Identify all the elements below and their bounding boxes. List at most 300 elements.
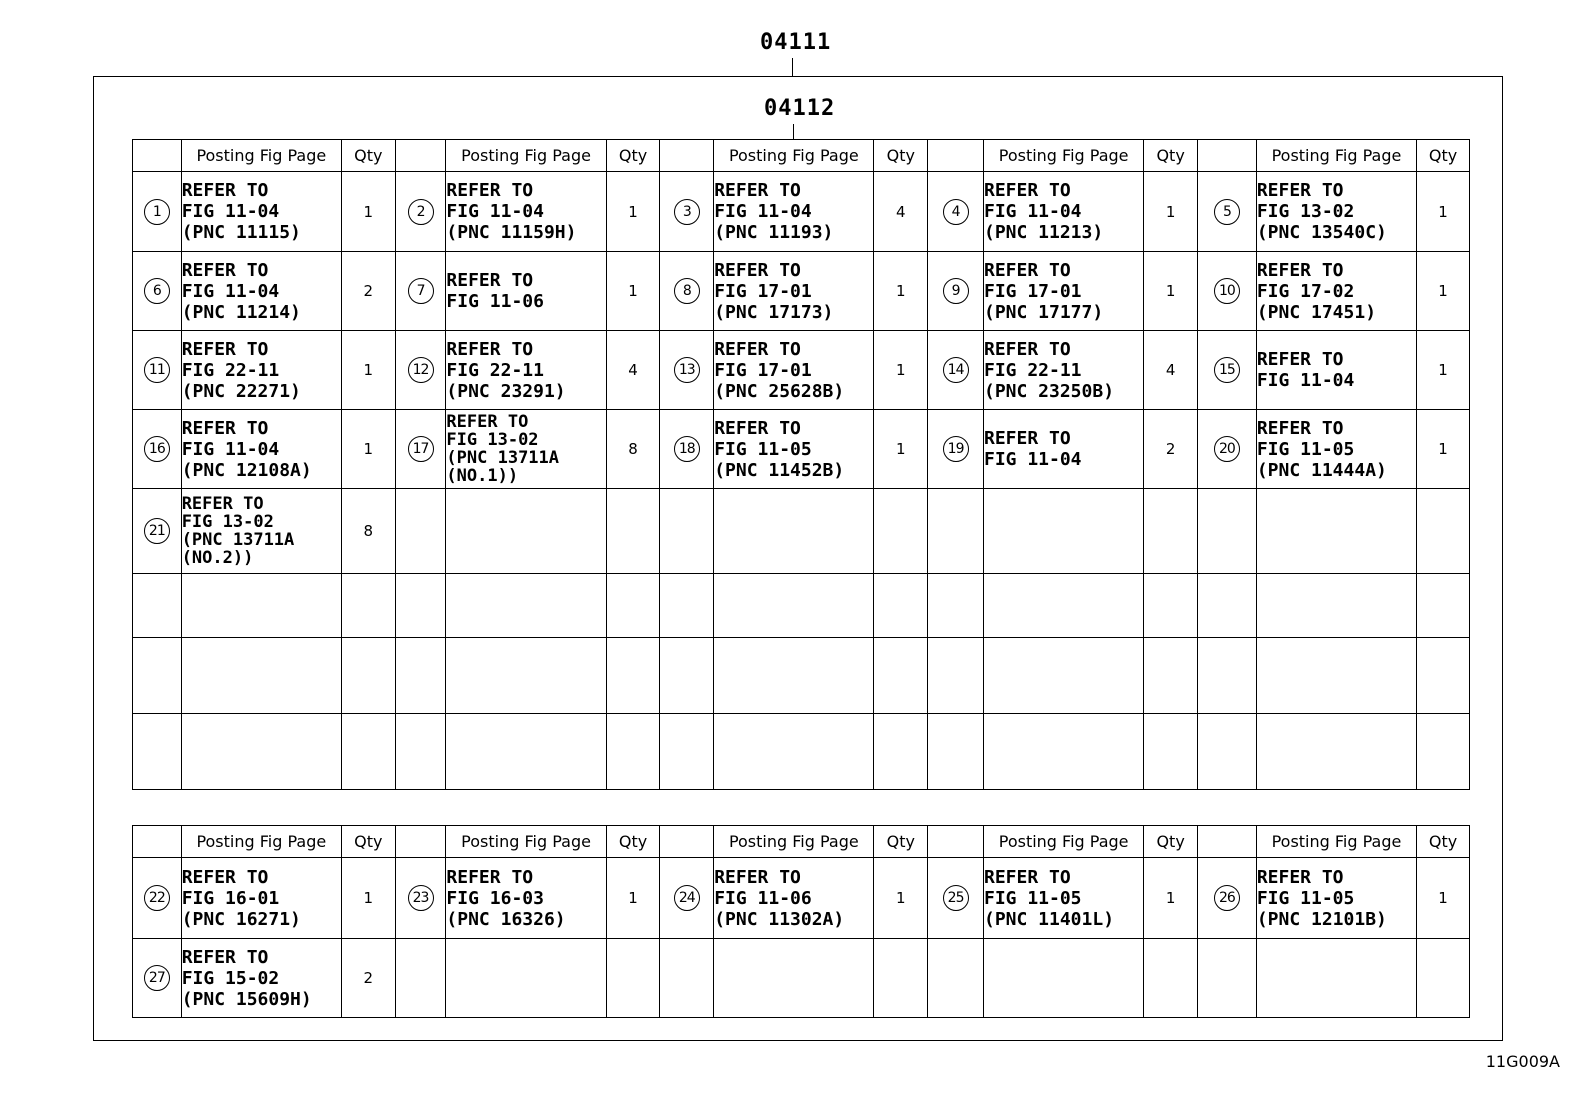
reference-line: REFER TO — [983, 866, 1071, 888]
callout-cell — [133, 331, 182, 410]
parts-table-secondary — [132, 825, 1470, 1018]
qty-cell — [341, 714, 395, 790]
reference-cell — [181, 489, 341, 574]
reference-cell — [714, 172, 874, 252]
qty-cell — [874, 939, 928, 1018]
callout-cell — [133, 638, 182, 714]
header-posting-fig-page: Posting Fig Page — [446, 140, 606, 172]
qty-cell — [1144, 331, 1198, 410]
callout-cell — [133, 939, 182, 1018]
qty-cell — [341, 939, 395, 1018]
qty-value: 1 — [1165, 282, 1176, 300]
reference-line: REFER TO — [714, 259, 801, 281]
header-blank — [928, 826, 984, 858]
table-row — [133, 489, 1470, 574]
callout-cell — [395, 574, 446, 638]
header-blank — [395, 826, 446, 858]
qty-value: 4 — [628, 361, 638, 379]
qty-cell — [341, 638, 395, 714]
reference-line: (PNC 11444A) — [1256, 459, 1387, 481]
reference-cell — [446, 252, 606, 331]
qty-cell — [1144, 638, 1198, 714]
header-posting-fig-page: Posting Fig Page — [1256, 826, 1416, 858]
leader-line-inner — [793, 124, 794, 140]
callout-cell — [660, 714, 714, 790]
reference-line: (PNC 22271) — [181, 380, 301, 402]
reference-cell — [446, 714, 606, 790]
reference-line: FIG 11-04 — [983, 201, 1082, 222]
header-blank — [395, 140, 446, 172]
qty-cell — [874, 410, 928, 489]
qty-cell — [341, 574, 395, 638]
reference-line: REFER TO — [181, 338, 269, 360]
callout-cell — [1198, 410, 1257, 489]
assembly-label-04112: 04112 — [764, 96, 836, 121]
reference-line: (PNC 11213) — [983, 222, 1104, 243]
callout-number: 20 — [1214, 436, 1240, 462]
qty-cell — [341, 331, 395, 410]
qty-value: 1 — [628, 282, 638, 300]
reference-line: FIG 17-01 — [714, 359, 812, 381]
reference-cell — [983, 172, 1143, 252]
callout-cell — [1198, 331, 1257, 410]
header-qty: Qty — [1144, 140, 1198, 172]
reference-line: FIG 15-02 — [181, 967, 280, 989]
reference-line: REFER TO — [714, 866, 801, 888]
qty-cell — [606, 714, 660, 790]
callout-cell — [660, 638, 714, 714]
reference-cell — [1256, 574, 1416, 638]
qty-value: 1 — [1438, 889, 1448, 907]
callout-number: 27 — [144, 965, 170, 991]
parts-table-main — [132, 139, 1470, 790]
callout-number: 24 — [674, 885, 700, 911]
qty-cell — [341, 410, 395, 489]
callout-number: 5 — [1214, 199, 1240, 225]
reference-line: (PNC 17451) — [1256, 301, 1377, 323]
callout-number: 1 — [144, 199, 170, 225]
callout-cell — [133, 858, 182, 939]
reference-cell — [446, 331, 606, 410]
header-posting-fig-page: Posting Fig Page — [1256, 140, 1416, 172]
reference-line: REFER TO — [446, 180, 534, 201]
qty-cell — [1144, 410, 1198, 489]
callout-cell — [133, 410, 182, 489]
callout-cell — [660, 858, 714, 939]
callout-cell — [928, 574, 984, 638]
reference-line: REFER TO — [983, 428, 1071, 449]
callout-cell — [395, 172, 446, 252]
reference-cell — [446, 858, 606, 939]
callout-number: 16 — [144, 436, 170, 462]
reference-line: (PNC 16271) — [181, 908, 301, 930]
qty-cell — [606, 638, 660, 714]
reference-line: (PNC 17173) — [714, 301, 834, 323]
callout-cell — [928, 858, 984, 939]
reference-line: (PNC 13540C) — [1256, 222, 1387, 243]
header-blank — [133, 140, 182, 172]
callout-cell — [133, 574, 182, 638]
callout-cell — [133, 489, 182, 574]
callout-cell — [660, 252, 714, 331]
reference-cell — [446, 410, 606, 489]
reference-line: FIG 11-06 — [446, 291, 544, 312]
qty-cell — [1417, 172, 1470, 252]
table-row — [133, 331, 1470, 410]
qty-cell — [1417, 410, 1470, 489]
callout-cell — [928, 714, 984, 790]
reference-cell — [983, 252, 1143, 331]
reference-cell — [714, 714, 874, 790]
reference-line: FIG 11-04 — [1256, 370, 1355, 391]
callout-number: 17 — [408, 436, 434, 462]
reference-cell — [181, 410, 341, 489]
qty-cell — [606, 252, 660, 331]
assembly-label-04111: 04111 — [760, 30, 832, 55]
reference-cell — [1256, 331, 1416, 410]
table-row — [133, 858, 1470, 939]
qty-cell — [1144, 172, 1198, 252]
qty-cell — [1144, 939, 1198, 1018]
qty-cell — [1144, 252, 1198, 331]
qty-cell — [1417, 858, 1470, 939]
header-blank — [1198, 140, 1257, 172]
reference-cell — [181, 714, 341, 790]
callout-number: 25 — [943, 885, 969, 911]
header-qty: Qty — [341, 826, 395, 858]
reference-line: FIG 11-05 — [1256, 887, 1355, 909]
reference-line: FIG 16-01 — [181, 887, 280, 909]
qty-cell — [1417, 574, 1470, 638]
reference-line: FIG 11-04 — [181, 438, 280, 460]
reference-line: FIG 11-05 — [714, 438, 812, 460]
callout-cell — [660, 331, 714, 410]
reference-cell — [1256, 252, 1416, 331]
reference-line: (PNC 11193) — [714, 222, 834, 243]
qty-cell — [874, 172, 928, 252]
callout-cell — [660, 939, 714, 1018]
header-blank — [1198, 826, 1257, 858]
callout-cell — [928, 410, 984, 489]
callout-cell — [1198, 489, 1257, 574]
qty-cell — [1144, 858, 1198, 939]
reference-line: FIG 13-02 — [446, 430, 539, 450]
table-row — [133, 638, 1470, 714]
qty-value: 1 — [1438, 361, 1448, 379]
callout-cell — [928, 489, 984, 574]
reference-line: REFER TO — [1256, 259, 1344, 281]
reference-line: REFER TO — [1256, 866, 1344, 888]
reference-cell — [181, 331, 341, 410]
reference-line: FIG 11-04 — [181, 280, 280, 302]
reference-line: FIG 11-04 — [983, 449, 1082, 470]
qty-value: 4 — [896, 202, 906, 221]
qty-cell — [341, 489, 395, 574]
reference-cell — [714, 410, 874, 489]
header-blank — [133, 826, 182, 858]
callout-cell — [928, 638, 984, 714]
table-header-row — [133, 140, 1470, 172]
reference-cell — [181, 638, 341, 714]
callout-number: 14 — [943, 357, 969, 383]
reference-cell — [181, 252, 341, 331]
reference-line: FIG 11-04 — [181, 201, 280, 222]
reference-cell — [1256, 638, 1416, 714]
qty-cell — [341, 858, 395, 939]
callout-number: 23 — [408, 885, 434, 911]
reference-cell — [446, 489, 606, 574]
reference-line: REFER TO — [181, 494, 264, 514]
callout-cell — [395, 331, 446, 410]
table-row — [133, 172, 1470, 252]
qty-cell — [341, 172, 395, 252]
reference-line: (PNC 25628B) — [714, 380, 845, 402]
reference-cell — [1256, 489, 1416, 574]
header-blank — [660, 140, 714, 172]
callout-cell — [395, 939, 446, 1018]
reference-line: (PNC 23291) — [446, 380, 566, 402]
reference-cell — [714, 638, 874, 714]
reference-cell — [983, 858, 1143, 939]
header-qty: Qty — [341, 140, 395, 172]
qty-value: 1 — [896, 361, 906, 379]
qty-value: 2 — [363, 282, 374, 300]
reference-line: (PNC 15609H) — [181, 988, 312, 1010]
qty-cell — [874, 489, 928, 574]
reference-line: REFER TO — [714, 417, 801, 439]
callout-cell — [133, 252, 182, 331]
reference-line: FIG 11-05 — [983, 887, 1082, 909]
reference-cell — [714, 331, 874, 410]
reference-cell — [1256, 410, 1416, 489]
callout-number: 26 — [1214, 885, 1240, 911]
header-posting-fig-page: Posting Fig Page — [983, 826, 1143, 858]
reference-line: (PNC 11401L) — [983, 908, 1115, 930]
reference-line: (PNC 12108A) — [181, 459, 312, 481]
callout-cell — [1198, 574, 1257, 638]
qty-cell — [1417, 939, 1470, 1018]
callout-cell — [133, 714, 182, 790]
reference-cell — [983, 638, 1143, 714]
reference-cell — [181, 574, 341, 638]
header-qty: Qty — [1144, 826, 1198, 858]
qty-cell — [1417, 331, 1470, 410]
qty-cell — [1144, 714, 1198, 790]
reference-line: (NO.2)) — [181, 548, 254, 568]
reference-line: (PNC 12101B) — [1256, 908, 1387, 930]
header-blank — [660, 826, 714, 858]
qty-cell — [874, 331, 928, 410]
reference-line: REFER TO — [1256, 180, 1344, 201]
reference-cell — [446, 172, 606, 252]
reference-line: FIG 11-05 — [1256, 438, 1355, 460]
header-posting-fig-page: Posting Fig Page — [714, 826, 874, 858]
header-qty: Qty — [1417, 826, 1470, 858]
reference-line: FIG 11-04 — [714, 201, 812, 222]
reference-cell — [983, 939, 1143, 1018]
reference-line: REFER TO — [181, 259, 269, 281]
callout-cell — [395, 410, 446, 489]
reference-line: (PNC 16326) — [446, 908, 566, 930]
qty-cell — [606, 574, 660, 638]
callout-cell — [1198, 638, 1257, 714]
diagram-id: 11G009A — [1485, 1052, 1560, 1071]
reference-line: REFER TO — [181, 180, 269, 201]
reference-cell — [983, 489, 1143, 574]
reference-line: FIG 17-02 — [1256, 280, 1355, 302]
reference-cell — [446, 574, 606, 638]
reference-line: (PNC 11159H) — [446, 222, 577, 243]
qty-value: 1 — [363, 440, 374, 458]
reference-cell — [1256, 939, 1416, 1018]
reference-cell — [714, 252, 874, 331]
reference-line: (PNC 13711A — [446, 448, 560, 468]
callout-cell — [1198, 858, 1257, 939]
reference-cell — [181, 939, 341, 1018]
reference-line: REFER TO — [714, 338, 801, 360]
reference-line: FIG 22-11 — [181, 359, 280, 381]
reference-line: REFER TO — [983, 259, 1071, 281]
callout-number: 9 — [943, 278, 969, 304]
reference-line: FIG 11-04 — [446, 201, 544, 222]
reference-line: (NO.1)) — [446, 466, 519, 486]
reference-line: FIG 11-06 — [714, 887, 812, 909]
qty-cell — [1144, 489, 1198, 574]
header-qty: Qty — [1417, 140, 1470, 172]
qty-value: 1 — [363, 202, 374, 221]
header-posting-fig-page: Posting Fig Page — [714, 140, 874, 172]
table-row — [133, 714, 1470, 790]
reference-line: REFER TO — [181, 866, 269, 888]
qty-value: 1 — [1165, 889, 1176, 907]
header-qty: Qty — [874, 826, 928, 858]
qty-value: 1 — [1438, 282, 1448, 300]
header-posting-fig-page: Posting Fig Page — [181, 140, 341, 172]
qty-cell — [606, 489, 660, 574]
qty-cell — [1417, 714, 1470, 790]
qty-value: 1 — [896, 282, 906, 300]
qty-cell — [874, 714, 928, 790]
reference-line: FIG 22-11 — [446, 359, 544, 381]
reference-line: REFER TO — [714, 180, 801, 201]
callout-cell — [928, 331, 984, 410]
qty-value: 1 — [363, 361, 374, 379]
callout-cell — [1198, 252, 1257, 331]
reference-cell — [983, 714, 1143, 790]
qty-cell — [1417, 489, 1470, 574]
qty-cell — [874, 252, 928, 331]
qty-value: 4 — [1165, 361, 1176, 379]
qty-cell — [606, 939, 660, 1018]
callout-number: 4 — [943, 199, 969, 225]
reference-line: REFER TO — [446, 412, 529, 432]
qty-value: 1 — [896, 440, 906, 458]
qty-value: 1 — [363, 889, 374, 907]
callout-number: 18 — [674, 436, 700, 462]
callout-number: 13 — [674, 357, 700, 383]
qty-cell — [606, 172, 660, 252]
callout-number: 10 — [1214, 278, 1240, 304]
callout-number: 21 — [144, 518, 170, 544]
qty-value: 1 — [896, 889, 906, 907]
callout-cell — [395, 252, 446, 331]
reference-cell — [1256, 858, 1416, 939]
reference-line: REFER TO — [1256, 417, 1344, 439]
reference-line: REFER TO — [446, 338, 534, 360]
reference-cell — [983, 574, 1143, 638]
callout-cell — [395, 489, 446, 574]
callout-number: 7 — [408, 278, 434, 304]
qty-cell — [606, 331, 660, 410]
reference-line: FIG 17-01 — [983, 280, 1082, 302]
reference-line: FIG 16-03 — [446, 887, 544, 909]
table-row — [133, 252, 1470, 331]
reference-cell — [983, 331, 1143, 410]
qty-value: 8 — [363, 522, 374, 540]
callout-cell — [1198, 172, 1257, 252]
qty-value: 1 — [1438, 440, 1448, 458]
qty-value: 8 — [628, 440, 638, 458]
table-row — [133, 574, 1470, 638]
reference-line: REFER TO — [983, 180, 1071, 201]
qty-value: 1 — [1438, 202, 1448, 221]
header-qty: Qty — [606, 140, 660, 172]
reference-line: REFER TO — [446, 866, 534, 888]
qty-value: 1 — [628, 202, 638, 221]
callout-cell — [395, 858, 446, 939]
callout-number: 15 — [1214, 357, 1240, 383]
header-posting-fig-page: Posting Fig Page — [983, 140, 1143, 172]
qty-cell — [1417, 638, 1470, 714]
qty-value: 2 — [363, 969, 374, 987]
leader-line-outer — [792, 58, 793, 76]
qty-cell — [1144, 574, 1198, 638]
reference-cell — [1256, 714, 1416, 790]
callout-number: 6 — [144, 278, 170, 304]
callout-cell — [395, 714, 446, 790]
callout-cell — [1198, 714, 1257, 790]
reference-line: FIG 22-11 — [983, 359, 1082, 381]
reference-line: REFER TO — [181, 417, 269, 439]
reference-line: (PNC 11115) — [181, 222, 301, 243]
callout-number: 3 — [674, 199, 700, 225]
callout-cell — [395, 638, 446, 714]
header-posting-fig-page: Posting Fig Page — [181, 826, 341, 858]
reference-line: FIG 13-02 — [181, 512, 274, 532]
reference-line: (PNC 11214) — [181, 301, 301, 323]
reference-cell — [714, 858, 874, 939]
reference-cell — [714, 939, 874, 1018]
callout-cell — [928, 252, 984, 331]
reference-line: (PNC 17177) — [983, 301, 1104, 323]
callout-cell — [133, 172, 182, 252]
table-header-row — [133, 826, 1470, 858]
reference-cell — [714, 489, 874, 574]
callout-cell — [660, 172, 714, 252]
callout-cell — [928, 939, 984, 1018]
qty-cell — [606, 858, 660, 939]
qty-value: 1 — [628, 889, 638, 907]
table-row — [133, 410, 1470, 489]
qty-cell — [874, 858, 928, 939]
callout-number: 12 — [408, 357, 434, 383]
qty-value: 2 — [1165, 440, 1176, 458]
reference-cell — [983, 410, 1143, 489]
header-posting-fig-page: Posting Fig Page — [446, 826, 606, 858]
reference-line: FIG 13-02 — [1256, 201, 1355, 222]
reference-line: REFER TO — [1256, 349, 1344, 370]
callout-number: 8 — [674, 278, 700, 304]
